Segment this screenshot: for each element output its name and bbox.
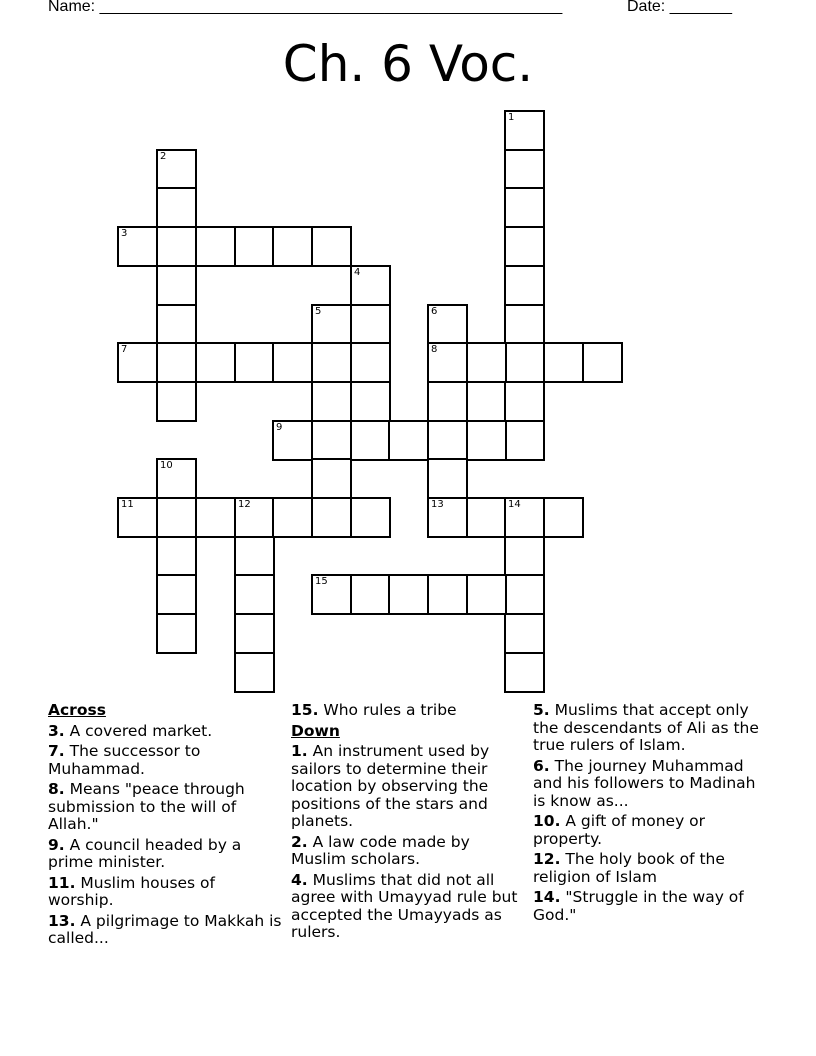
grid-cell[interactable] [156, 149, 197, 190]
grid-cell[interactable] [195, 497, 236, 538]
grid-cell[interactable] [117, 226, 158, 267]
grid-cell[interactable] [504, 613, 545, 654]
cell-number: 12 [238, 499, 251, 510]
clue-down-1: 1. An instrument used by sailors to determine their location by observing the positions of the stars and planets. [291, 742, 490, 830]
grid-cell[interactable] [582, 342, 623, 383]
grid-cell[interactable] [504, 381, 545, 422]
grid-cell[interactable] [195, 226, 236, 267]
grid-cell[interactable] [311, 381, 352, 422]
clues-column-3 [533, 702, 769, 927]
grid-cell[interactable] [350, 420, 391, 461]
grid-cell[interactable] [504, 304, 545, 345]
grid-cell[interactable] [466, 497, 507, 538]
grid-cell[interactable] [350, 497, 391, 538]
cell-number: 11 [121, 499, 134, 510]
grid-cell[interactable] [156, 458, 197, 499]
grid-cell[interactable] [427, 458, 468, 499]
cell-number: 8 [431, 344, 438, 355]
cell-number: 9 [276, 422, 283, 433]
clue-down-10: 10. A gift of money or property. [533, 812, 706, 848]
grid-cell[interactable] [466, 574, 507, 615]
grid-cell[interactable] [311, 226, 352, 267]
grid-cell[interactable] [504, 265, 545, 306]
grid-cell[interactable] [311, 574, 352, 615]
grid-cell[interactable] [504, 420, 545, 461]
grid-cell[interactable] [466, 342, 507, 383]
grid-cell[interactable] [234, 342, 275, 383]
cell-number: 1 [508, 112, 515, 123]
grid-cell[interactable] [311, 342, 352, 383]
grid-cell[interactable] [234, 652, 275, 693]
grid-cell[interactable] [272, 226, 313, 267]
cell-number: 6 [431, 306, 438, 317]
name-field[interactable]: Name: ____________________________________________________ [48, 0, 563, 15]
grid-cell[interactable] [427, 497, 468, 538]
date-field[interactable]: Date: _______ [627, 0, 732, 15]
grid-cell[interactable] [311, 497, 352, 538]
grid-cell[interactable] [117, 497, 158, 538]
grid-cell[interactable] [234, 536, 275, 577]
grid-cell[interactable] [504, 187, 545, 228]
grid-cell[interactable] [272, 342, 313, 383]
grid-cell[interactable] [427, 304, 468, 345]
clue-down-4: 4. Muslims that did not all agree with Umayyad rule but accepted the Umayyads as rulers. [291, 870, 518, 941]
grid-cell[interactable] [311, 420, 352, 461]
clue-across-9: 9. A council headed by a prime minister. [48, 835, 242, 871]
clue-down-2: 2. A law code made by Muslim scholars. [291, 832, 470, 868]
cell-number: 14 [508, 499, 521, 510]
clue-across-13: 13. A pilgrimage to Makkah is called... [48, 911, 282, 947]
grid-cell[interactable] [156, 226, 197, 267]
clues-column-2 [291, 702, 527, 945]
grid-cell[interactable] [350, 342, 391, 383]
grid-cell[interactable] [311, 458, 352, 499]
cell-number: 10 [160, 460, 173, 471]
grid-cell[interactable] [504, 497, 545, 538]
grid-cell[interactable] [427, 381, 468, 422]
grid-cell[interactable] [504, 342, 545, 383]
cell-number: 5 [315, 306, 322, 317]
grid-cell[interactable] [388, 574, 429, 615]
grid-cell[interactable] [195, 342, 236, 383]
clue-down-14: 14. "Struggle in the way of God." [533, 888, 744, 924]
cell-number: 3 [121, 228, 128, 239]
cell-number: 4 [354, 267, 361, 278]
down-heading: Down [291, 721, 340, 740]
grid-cell[interactable] [504, 536, 545, 577]
clue-down-5: 5. Muslims that accept only the descendants of Ali as the true rulers of Islam. [533, 701, 759, 754]
grid-cell[interactable] [156, 342, 197, 383]
grid-cell[interactable] [504, 149, 545, 190]
grid-cell[interactable] [350, 381, 391, 422]
grid-cell[interactable] [504, 652, 545, 693]
grid-cell[interactable] [234, 574, 275, 615]
grid-cell[interactable] [504, 110, 545, 151]
grid-cell[interactable] [427, 420, 468, 461]
grid-cell[interactable] [350, 265, 391, 306]
grid-cell[interactable] [234, 497, 275, 538]
grid-cell[interactable] [156, 304, 197, 345]
grid-cell[interactable] [427, 574, 468, 615]
cell-number: 2 [160, 151, 167, 162]
grid-cell[interactable] [350, 304, 391, 345]
grid-cell[interactable] [272, 497, 313, 538]
clue-down-6: 6. The journey Muhammad and his followers to Madinah is know as... [533, 756, 756, 810]
clue-across-8: 8. Means "peace through submission to the will of Allah." [48, 780, 245, 833]
grid-cell[interactable] [272, 420, 313, 461]
grid-cell[interactable] [504, 226, 545, 267]
cell-number: 7 [121, 344, 128, 355]
grid-cell[interactable] [504, 574, 545, 615]
grid-cell[interactable] [156, 536, 197, 577]
page-title: Ch. 6 Voc. [282, 35, 534, 93]
clue-across-15: 15. Who rules a tribe [291, 701, 457, 719]
grid-cell[interactable] [234, 226, 275, 267]
grid-cell[interactable] [156, 574, 197, 615]
grid-cell[interactable] [350, 574, 391, 615]
grid-cell[interactable] [156, 613, 197, 654]
clues-column-1 [48, 702, 284, 951]
grid-cell[interactable] [543, 497, 584, 538]
clue-across-3: 3. A covered market. [48, 721, 213, 740]
grid-cell[interactable] [156, 265, 197, 306]
grid-cell[interactable] [427, 342, 468, 383]
grid-cell[interactable] [466, 420, 507, 461]
grid-cell[interactable] [388, 420, 429, 461]
grid-cell[interactable] [543, 342, 584, 383]
clue-across-11: 11. Muslim houses of worship. [48, 873, 216, 909]
grid-cell[interactable] [311, 304, 352, 345]
cell-number: 15 [315, 576, 328, 587]
grid-cell[interactable] [234, 613, 275, 654]
grid-cell[interactable] [156, 381, 197, 422]
grid-cell[interactable] [117, 342, 158, 383]
grid-cell[interactable] [156, 187, 197, 228]
cell-number: 13 [431, 499, 444, 510]
grid-cell[interactable] [156, 497, 197, 538]
across-heading: Across [48, 701, 106, 719]
clue-across-7: 7. The successor to Muhammad. [48, 742, 201, 778]
clue-down-12: 12. The holy book of the religion of Islam [533, 850, 725, 886]
